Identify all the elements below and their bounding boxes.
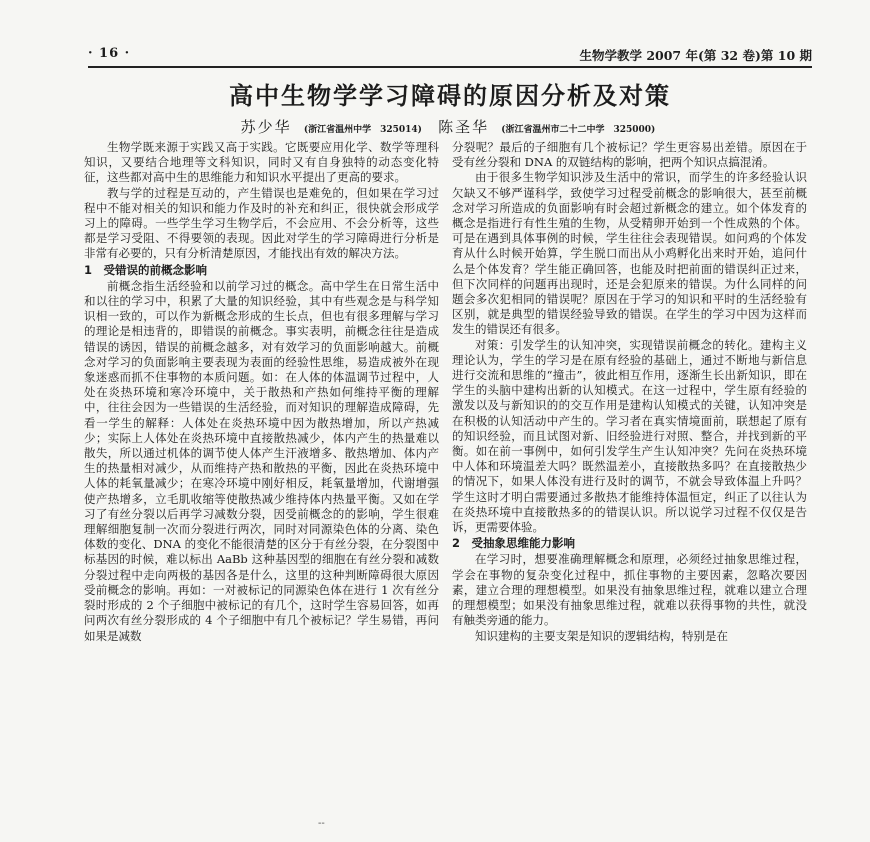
paragraph-continued: 分裂呢？最后的子细胞有几个被标记？学生更容易出差错。原因在于受有丝分裂和 DNA 的双链结构的影响，把两个知识点搞混淆。 bbox=[452, 140, 807, 170]
paragraph-life-experience: 由于很多生物学知识涉及生活中的常识，而学生的许多经验认识欠缺又不够严谨科学，致使学习过程受前概念的影响很大，甚至前概念对学习所造成的负面影响有时会超过新概念的建立。如个体发育的概念是指进行有性生殖的生物，从受精卵开始到一个性成熟的个体。可是在遇到具体事例的时候，学生往往会表现错误。如问鸡的个体发育从什么时候开始算，学生脱口而出从小鸡孵化出来时开始，追问什么是个体发育？学生能正确回答，也能及时把前面的错误纠正过来，但下次同样的问题再出现时，还是会犯原来的错误。为什么同样的问题会多次犯相同的错误呢？原因在于学习的知识和平时的生活经验有区别，就是典型的错误经验导致的错误。在学生的学习中因为这样而发生的错误还有很多。 bbox=[452, 170, 807, 337]
author-line bbox=[88, 116, 812, 137]
header-rule bbox=[88, 66, 812, 68]
journal-issue: 生物学教学 2007 年(第 32 卷)第 10 期 bbox=[579, 48, 812, 63]
author-2: 陈圣华 bbox=[438, 118, 490, 136]
affiliation-2: (浙江省温州市二十二中学 325000) bbox=[501, 125, 656, 135]
section-heading-2: 2 受抽象思维能力影响 bbox=[452, 536, 576, 551]
left-column bbox=[84, 140, 439, 644]
paragraph-intro-2: 教与学的过程是互动的，产生错误也是难免的，但如果在学习过程中不能对相关的知识和能力作及时的补充和纠正，很快就会形成学习上的障碍。一些学生学习生物学后，不会应用、不会分析等，这些都是学习受阻、不得要领的表现。因此对学生的学习障碍进行分析是非常有必要的，只有分析清楚原因，才能找出有效的解决方法。 bbox=[84, 185, 439, 261]
article-title: 高中生物学学习障碍的原因分析及对策 bbox=[229, 82, 671, 110]
paragraph-abstract-thinking: 在学习时，想要准确理解概念和原理，必须经过抽象思维过程，学会在事物的复杂变化过程中，抓住事物的主要因素，忽略次要因素，建立合理的理想模型。如果没有抽象思维过程，就难以建立合理的理想模型；如果没有抽象思维过程，就难以获得事物的共性，就没有触类旁通的能力。 bbox=[452, 552, 807, 628]
right-column bbox=[452, 140, 807, 644]
section-heading-1: 1 受错误的前概念影响 bbox=[84, 262, 208, 277]
paragraph-intro-1: 生物学既来源于实践又高于实践。它既要应用化学、数学等理科知识，又要结合地理等文科知识，同时又有自身独特的动态变化特征，这些都对高中生的思维能力和知识水平提出了更高的要求。 bbox=[84, 140, 439, 185]
paragraph-preconception: 前概念指生活经验和以前学习过的概念。高中学生在日常生活中和以往的学习中，积累了大量的知识经验，其中有些观念是与科学知识相一致的，可以作为新概念形成的生长点，但也有很多理解与学习的理论是相违背的，即错误的前概念。事实表明，前概念往往是造成错误的诱因，错误的前概念越多，对有效学习的负面影响越大。前概念对学习的负面影响主要表现为表面的经验性思维，易造成被外在现象迷惑而抓不住事物的本质问题。如：在人体的体温调节过程中，人处在炎热环境和寒冷环境中，关于散热和产热如何维持平衡的理解中，往往会因为一些错误的生活经验，而对知识的理解造成障碍，先看一学生的解释：人体处在炎热环境中因为散热增加，所以产热减少；实际上人体处在炎热环境中直接散热减少，体内产生的热量难以散失，所以通过机体的调节使人体产生汗液增多、散热增加、体内产生的热量相对减少，从而维持产热和散热的平衡，因此在炎热环境中人体的耗氧量减少；在寒冷环境中刚好相反，耗氧量增加，代谢增强使产热增多，立毛肌收缩等使散热减少维持体内热量平衡。又如在学习了有丝分裂以后再学习减数分裂，因受前概念的的影响，学生很难理解细胞复制一次而分裂进行两次，同时对同源染色体的分离、染色体数的变化、DNA 的变化不能很清楚的区分于有丝分裂，在分裂图中标基因的时候，难以标出 AaBb 这种基因型的细胞在有丝分裂和减数分裂过程中走向两极的基因各是什么，这里的这种判断障碍很大原因受前概念的影响。再如：一对被标记的同源染色体在进行 1 次有丝分裂时形成的 2 个子细胞中被标记的有几个，这时学生容易回答，如再问两次有丝分裂形成的 4 个子细胞中有几个被标记？学生易错，再问如果是减数 bbox=[84, 278, 439, 643]
paragraph-knowledge-structure: 知识建构的主要支架是知识的逻辑结构，特别是在 bbox=[475, 628, 728, 643]
page-number: · 16 · bbox=[88, 46, 131, 61]
affiliation-1: (浙江省温州中学 325014) bbox=[303, 125, 422, 135]
paragraph-strategy: 对策：引发学生的认知冲突，实现错误前概念的转化。建构主义理论认为，学生的学习是在原有经验的基础上，通过不断地与新信息进行交流和思维的“撞击”，彼此相互作用，逐渐生长出新知识，即在学生的头脑中建构出新的认知模式。在这一过程中，学生原有经验的激发以及与新知识的的交互作用是建构认知模式的关键，认知冲突是在积极的认知活动中产生的。学习者在真实情境面前，联想起了原有的知识经验，而且试图对新、旧经验进行对照、整合，并找到新的平衡。如在前一事例中，如何引发学生产生认知冲突？先问在炎热环境中人体和环境温差大吗？既然温差小，直接散热多吗？在直接散热少的情况下，如果人体没有进行及时的调节，不就会导致体温上升吗？学生这时才明白需要通过多散热才能维持体温恒定，纠正了以往认为在炎热环境中直接散热多的的错误认识。所以说学习过程不仅仅是告诉，更需要体验。 bbox=[452, 337, 807, 535]
author-1: 苏少华 bbox=[240, 118, 292, 136]
footer-mark: -- bbox=[318, 818, 325, 829]
